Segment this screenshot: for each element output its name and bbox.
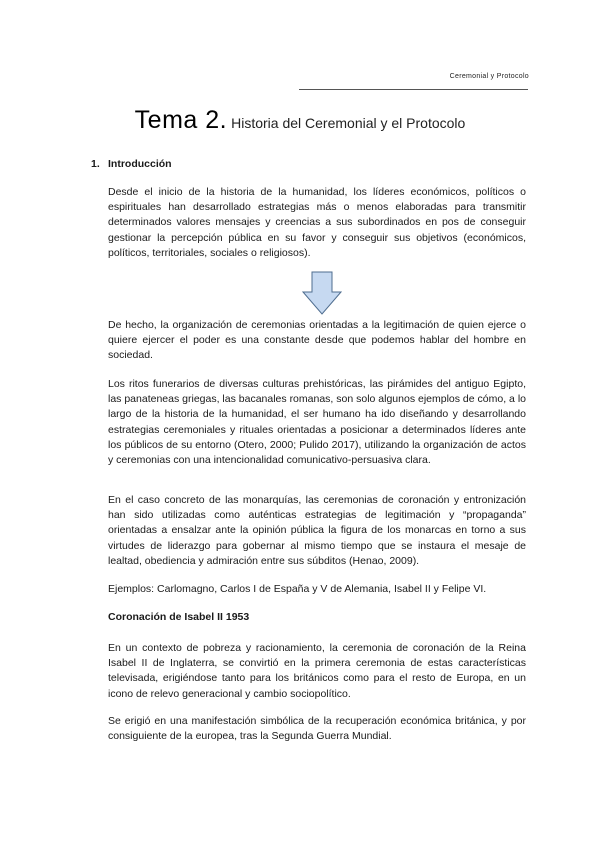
title-subtitle: Historia del Ceremonial y el Protocolo xyxy=(231,115,466,131)
paragraph-legitimacy: De hecho, la organización de ceremonias orientadas a la legitimación de quien ejerce o quiere ejercer el poder es una constante desde que podemos hablar del hombre en sociedad. xyxy=(108,319,526,362)
paragraph-examples: Ejemplos: Carlomagno, Carlos I de España y V de Alemania, Isabel II y Felipe VI. xyxy=(108,583,487,595)
page-title xyxy=(0,106,600,135)
section-number: 1. xyxy=(91,158,100,170)
running-header: Ceremonial y Protocolo xyxy=(449,73,529,80)
title-number: Tema 2. xyxy=(134,106,228,134)
paragraph-rites: Los ritos funerarios de diversas culturas prehistóricas, las pirámides del antiguo Egipto, las panateneas griegas, las bacanales romanas, son solo algunos ejemplos de cómo, a lo largo de la historia de la humanidad, el ser humano ha ido diseñando y desarrollando estrategias ceremoniales y rituales orientadas a posicionar a determinados líderes ante los públicos de su entorno (Otero, 2000; Pulido 2017), utilizando la organización de actos y ceremonias con una intencionalidad comunicativo-persuasiva clara. xyxy=(108,378,526,467)
section-title: Introducción xyxy=(108,158,172,170)
paragraph-monarchies: En el caso concreto de las monarquías, las ceremonias de coronación y entronización han sido utilizadas como auténticas estrategias de legitimación y “propaganda” orientadas a ensalzar ante la opinión pública la figura de los monarcas en torno a sus virtudes de liderazgo para gobernar al mismo tiempo que se instaura el mesaje de lealtad, obediencia y admiración entre sus súbditos (Henao, 2009). xyxy=(108,494,526,567)
subheading-coronation: Coronación de Isabel II 1953 xyxy=(108,611,250,623)
down-arrow-icon xyxy=(302,271,342,315)
section-heading xyxy=(91,158,172,170)
paragraph-recovery: Se erigió en una manifestación simbólica de la recuperación económica británica, y por consiguiente de la europea, tras la Segunda Guerra Mundial. xyxy=(108,715,526,743)
paragraph-coronation: En un contexto de pobreza y racionamiento, la ceremonia de coronación de la Reina Isabel II de Inglaterra, se convirtió en la primera ceremonia de estas características televisada, erigiéndose tanto para los británicos como para el resto de Europa, en un icono de relevo generacional y cambio sociopolítico. xyxy=(108,642,526,700)
header-rule xyxy=(299,89,528,90)
paragraph-intro: Desde el inicio de la historia de la humanidad, los líderes económicos, políticos o espirituales han desarrollado estrategias más o menos elaboradas para transmitir determinados valores mensajes y creencias a sus subordinados en pos de conseguir gestionar la percepción pública en su favor y conseguir sus objetivos (económicos, políticos, territoriales, sociales o religiosos). xyxy=(108,186,526,259)
